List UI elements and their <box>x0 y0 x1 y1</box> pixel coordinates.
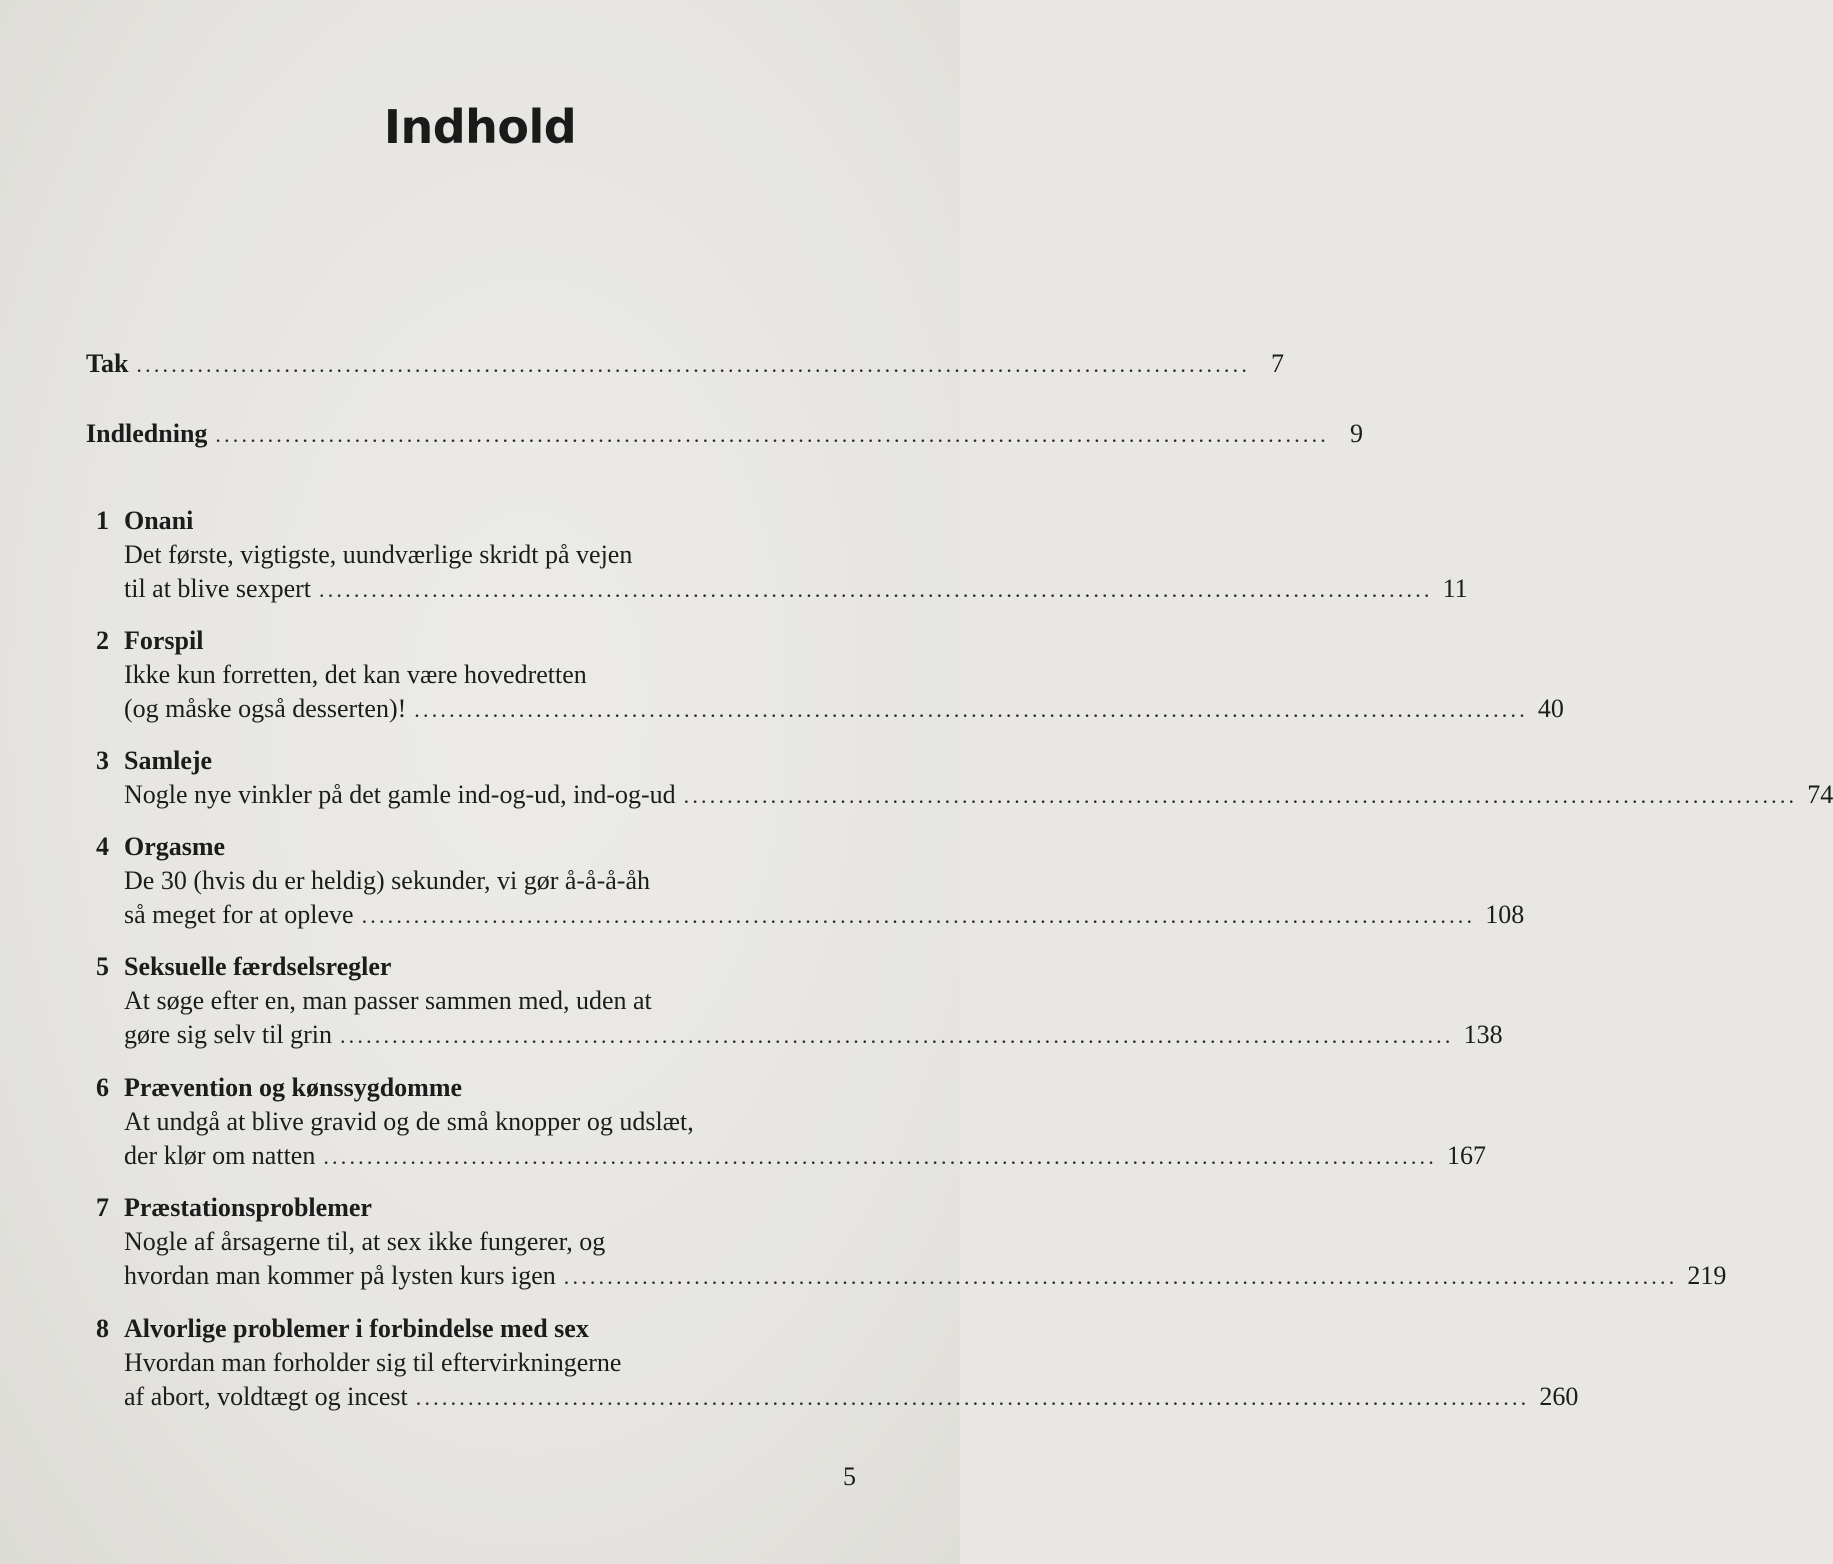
chapter-heading <box>96 744 856 778</box>
chapter-last-line <box>96 572 1468 607</box>
leader-dots: ................................................................................................................................ <box>136 352 1251 377</box>
leader-dots: ................................................................................................................................ <box>414 697 1528 722</box>
chapter-page: 108 <box>1485 900 1525 929</box>
chapter-entry-1 <box>96 504 1468 607</box>
leader-dots: ................................................................................................................................ <box>683 783 1798 808</box>
chapter-subtitle-end: der klør om natten <box>124 1141 316 1170</box>
chapter-title: Samleje <box>124 746 213 775</box>
chapter-entry-3 <box>96 744 1833 813</box>
toc-entry-page: 7 <box>1271 349 1285 378</box>
chapter-heading <box>96 950 856 984</box>
chapter-title: Seksuelle færdselsregler <box>124 952 392 981</box>
chapter-subtitle-end: til at blive sexpert <box>124 574 312 603</box>
chapter-last-line <box>96 1259 1727 1294</box>
leader-dots: ................................................................................................................................ <box>323 1144 1437 1169</box>
chapter-subtitle-end: Nogle nye vinkler på det gamle ind-og-ud, ind-og-ud <box>124 780 676 809</box>
chapter-page: 40 <box>1537 694 1564 723</box>
chapter-subtitle-end: (og måske også desserten)! <box>124 694 407 723</box>
leader-dots: ................................................................................................................................ <box>563 1264 1678 1289</box>
chapter-subtitle: At søge efter en, man passer sammen med, uden at <box>124 986 652 1015</box>
leader-dots: ................................................................................................................................ <box>319 577 1433 602</box>
chapter-last-line <box>96 692 1564 727</box>
chapter-heading <box>96 830 856 864</box>
chapter-number: 2 <box>96 626 109 655</box>
chapter-title: Alvorlige problemer i forbindelse med sex <box>124 1314 589 1343</box>
chapter-last-line <box>96 1018 1503 1053</box>
chapter-subtitle-end: hvordan man kommer på lysten kurs igen <box>124 1261 556 1290</box>
leader-dots: ................................................................................................................................ <box>361 903 1476 928</box>
chapter-page: 11 <box>1442 574 1468 603</box>
chapter-heading <box>96 1191 856 1225</box>
chapter-last-line <box>96 778 1833 813</box>
chapter-number: 6 <box>96 1073 109 1102</box>
chapter-subtitle-end: af abort, voldtægt og incest <box>124 1382 408 1411</box>
leader-dots: ................................................................................................................................ <box>415 1385 1530 1410</box>
page-folio: 5 <box>843 1462 856 1491</box>
chapter-entry-4 <box>96 830 1525 933</box>
chapter-page: 167 <box>1446 1141 1486 1170</box>
chapter-subtitle-end: så meget for at opleve <box>124 900 354 929</box>
chapter-number: 7 <box>96 1193 109 1222</box>
chapter-title: Prævention og kønssygdomme <box>124 1073 463 1102</box>
chapter-entry-5 <box>96 950 1503 1053</box>
chapter-title: Onani <box>124 506 194 535</box>
chapter-page: 260 <box>1539 1382 1579 1411</box>
chapter-heading <box>96 1312 856 1346</box>
toc-entry-page: 9 <box>1350 419 1364 448</box>
toc-entry-label: Tak <box>86 349 129 378</box>
chapter-entry-7 <box>96 1191 1727 1294</box>
chapter-last-line <box>96 1380 1579 1415</box>
chapter-number: 8 <box>96 1314 109 1343</box>
chapter-page: 74 <box>1807 780 1833 809</box>
page-title: Indhold <box>383 100 577 154</box>
chapter-last-line <box>96 898 1525 933</box>
chapter-subtitle: Nogle af årsagerne til, at sex ikke fungerer, og <box>124 1227 606 1256</box>
chapter-page: 138 <box>1463 1020 1503 1049</box>
chapter-title: Forspil <box>124 626 204 655</box>
chapter-entry-8 <box>96 1312 1579 1415</box>
chapter-number: 5 <box>96 952 109 981</box>
chapter-last-line <box>96 1139 1486 1174</box>
chapter-number: 3 <box>96 746 109 775</box>
chapter-subtitle: Det første, vigtigste, uundværlige skridt på vejen <box>124 540 633 569</box>
chapter-number: 4 <box>96 832 109 861</box>
toc-entry-label: Indledning <box>86 419 208 448</box>
chapter-page: 219 <box>1687 1261 1727 1290</box>
chapter-subtitle: Hvordan man forholder sig til eftervirkningerne <box>124 1348 622 1377</box>
chapter-subtitle: Ikke kun forretten, det kan være hovedretten <box>124 660 587 689</box>
toc-entry-indledning <box>86 417 1364 452</box>
chapter-heading <box>96 1071 856 1105</box>
chapter-subtitle: At undgå at blive gravid og de små knopper og udslæt, <box>124 1107 694 1136</box>
chapter-heading <box>96 624 856 658</box>
chapter-entry-6 <box>96 1071 1486 1174</box>
chapter-subtitle: De 30 (hvis du er heldig) sekunder, vi gør å-å-å-åh <box>124 866 650 895</box>
chapter-title: Præstationsproblemer <box>124 1193 372 1222</box>
toc-entry-tak <box>86 347 1285 382</box>
leader-dots: ................................................................................................................................ <box>215 422 1330 447</box>
leader-dots: ................................................................................................................................ <box>339 1023 1454 1048</box>
chapter-number: 1 <box>96 506 109 535</box>
chapter-heading <box>96 504 856 538</box>
chapter-entry-2 <box>96 624 1564 727</box>
chapter-subtitle-end: gøre sig selv til grin <box>124 1020 332 1049</box>
chapter-title: Orgasme <box>124 832 226 861</box>
